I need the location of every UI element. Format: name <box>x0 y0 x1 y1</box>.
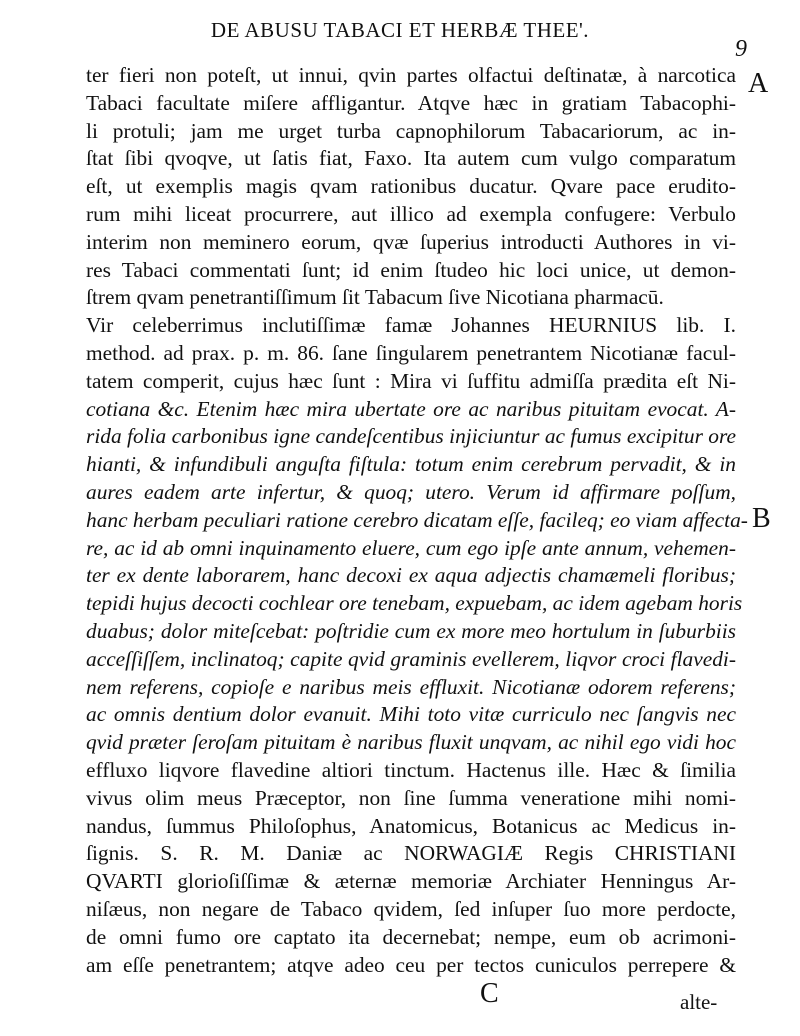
margin-letter-a: A <box>748 68 769 99</box>
text-line: rum mihi liceat procurrere, aut illico ad exempla confugere: Verbulo <box>86 201 736 226</box>
text-line: acceſſiſſem, inclinatoq; capite qvid graminis evellerem, liqvor croci flavedi- <box>86 646 736 671</box>
text-line: ſtrem qvam penetrantiſſimum ſit Tabacum ſive Nicotiana pharmacū. <box>86 285 664 310</box>
text-line: tepidi hujus decocti cochlear ore tenebam, expuebam, ac idem agebam horis <box>86 591 743 616</box>
text-line: QVARTI glorioſiſſimæ & æternæ memoriæ Archiater Henningus Ar- <box>86 869 736 894</box>
running-head: DE ABUSU TABACI ET HERBÆ THEE'. <box>210 18 590 42</box>
text-line: duabus; dolor miteſcebat: poſtridie cum ex more meo hortulum in ſuburbiis <box>86 618 736 643</box>
catchword: alte- <box>680 990 718 1014</box>
page-number: 9 <box>735 36 747 62</box>
text-line: method. ad prax. p. m. 86. ſane ſingularem penetrantem Nicotianæ facul- <box>86 340 736 365</box>
text-line: res Tabaci commentati ſunt; id enim ſtudeo hic loci unice, ut demon- <box>86 257 736 282</box>
text-line: ter ex dente laborarem, hanc decoxi ex aqua adjectis chamæmeli floribus; <box>86 563 736 588</box>
text-line: am eſſe penetrantem; atqve adeo ceu per tectos cuniculos perrepere & <box>86 952 736 977</box>
text-line: effluxo liqvore flavedine altiori tinctum. Hactenus ille. Hæc & ſimilia <box>86 757 736 782</box>
text-line: vivus olim meus Præceptor, non ſine ſumma veneratione mihi nomi- <box>86 785 736 810</box>
text-line: ac omnis dentium dolor evanuit. Mihi toto vitæ curriculo nec ſangvis nec <box>86 702 736 727</box>
text-line: tatem comperit, cujus hæc ſunt : Mira vi ſuffitu admiſſa prædita eſt Ni- <box>86 368 736 393</box>
text-line: rida folia carbonibus igne candeſcentibus injiciuntur ac fumus excipitur ore <box>86 424 736 449</box>
text-line: de omni fumo ore captato ita decernebat; nempe, eum ob acrimoni- <box>86 924 736 949</box>
margin-letter-c: C <box>480 978 499 1009</box>
text-line: nandus, ſummus Philoſophus, Anatomicus, Botanicus ac Medicus in- <box>86 813 736 838</box>
text-line: ſtat ſibi qvoqve, ut ſatis fiat, Faxo. Ita autem cum vulgo comparatum <box>86 146 736 171</box>
text-line: nem referens, copioſe e naribus meis effluxit. Nicotianæ odorem referens; <box>86 674 736 699</box>
text-line: cotiana &c. Etenim hæc mira ubertate ore ac naribus pituitam evocat. A- <box>86 396 736 421</box>
body-text <box>86 62 748 979</box>
text-line: ter fieri non poteſt, ut innui, qvin partes olfactui deſtinatæ, à narcotica <box>86 63 736 87</box>
text-line: ſignis. S. R. M. Daniæ ac NORWAGIÆ Regis CHRISTIANI <box>86 841 736 866</box>
text-line: Vir celeberrimus inclutiſſimæ famæ Johannes HEURNIUS lib. I. <box>86 313 736 338</box>
margin-letter-b: B <box>752 503 771 534</box>
text-line: Tabaci facultate miſere affligantur. Atqve hæc in gratiam Tabacophi- <box>86 90 736 115</box>
text-line: eſt, ut exemplis magis qvam rationibus ducatur. Qvare pace erudito- <box>86 174 736 199</box>
text-line: li protuli; jam me urget turba capnophilorum Tabacariorum, ac in- <box>86 118 736 143</box>
text-line: interim non meminero eorum, qvæ ſuperius introducti Authores in vi- <box>86 229 736 254</box>
text-line: re, ac id ab omni inquinamento eluere, cum ego ipſe ante annum, vehemen- <box>86 535 736 560</box>
text-line: aures eadem arte infertur, & quoq; utero. Verum id affirmare poſſum, <box>86 479 736 504</box>
text-line: niſæus, non negare de Tabaco qvidem, ſed inſuper ſuo more perdocte, <box>86 896 736 921</box>
text-line: hanc herbam peculiari ratione cerebro dicatam eſſe, facileq; eo viam affecta- <box>86 507 748 532</box>
text-line: qvid præter ſeroſam pituitam è naribus fluxit unqvam, ac nihil ego vidi hoc <box>86 730 736 755</box>
text-line: hianti, & infundibuli anguſta fiſtula: totum enim cerebrum pervadit, & in <box>86 452 736 477</box>
